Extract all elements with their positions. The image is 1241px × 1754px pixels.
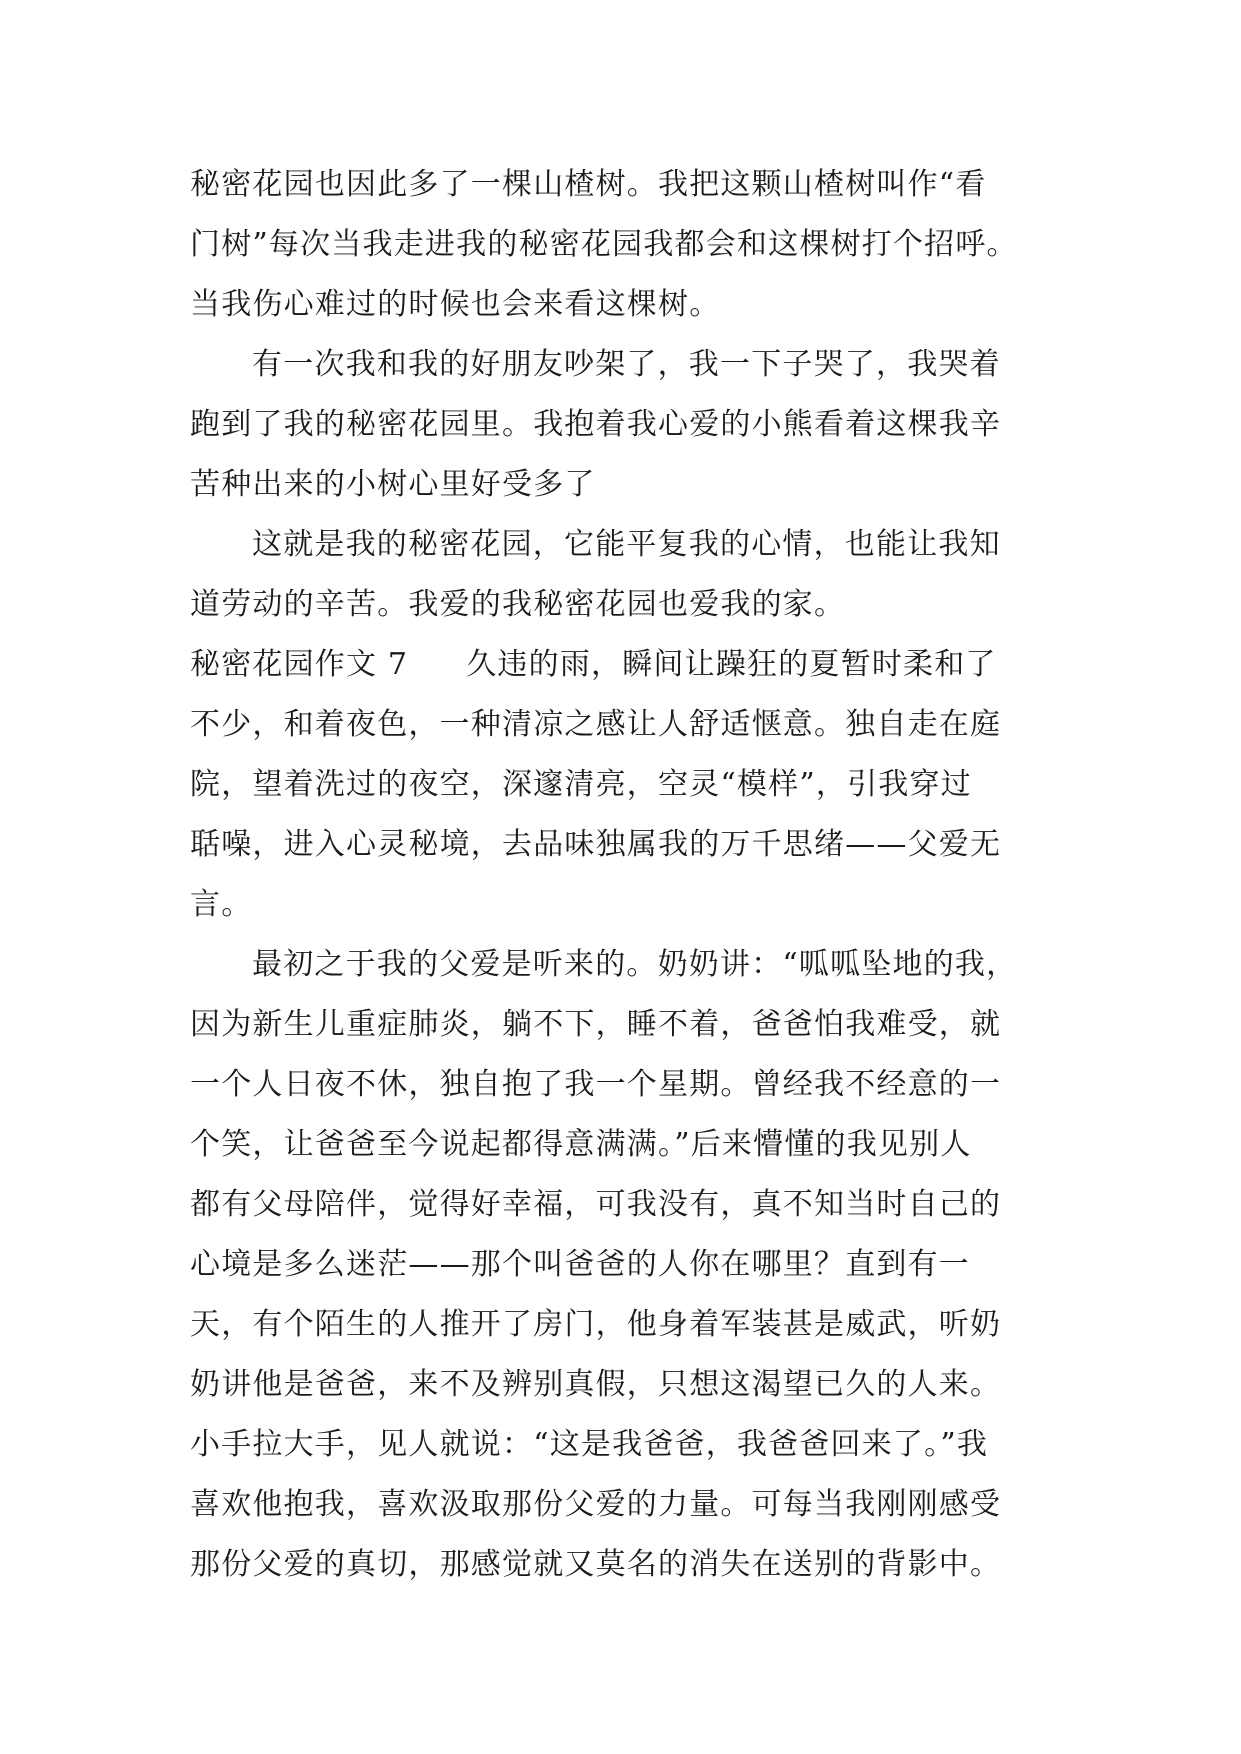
text-line: 门树”每次当我走进我的秘密花园我都会和这棵树打个招呼。 xyxy=(190,227,1018,262)
paragraph-first-line: 这就是我的秘密花园，它能平复我的心情，也能让我知 xyxy=(252,527,1001,562)
text-line: 一个人日夜不休，独自抱了我一个星期。曾经我不经意的一 xyxy=(190,1067,1002,1102)
text-line: 喜欢他抱我，喜欢汲取那份父爱的力量。可每当我刚刚感受 xyxy=(190,1487,1002,1522)
text-line: 个笑，让爸爸至今说起都得意满满。”后来懵懂的我见别人 xyxy=(190,1127,972,1162)
paragraph-first-line: 有一次我和我的好朋友吵架了，我一下子哭了，我哭着 xyxy=(252,347,1001,382)
text-line: 不少，和着夜色，一种清凉之感让人舒适惬意。独自走在庭 xyxy=(190,707,1002,742)
text-line: 奶讲他是爸爸，来不及辨别真假，只想这渴望已久的人来。 xyxy=(190,1367,1002,1402)
text-line: 久违的雨，瞬间让躁狂的夏暂时柔和了 xyxy=(466,647,997,682)
text-line: 院，望着洗过的夜空，深邃清亮，空灵“模样”，引我穿过 xyxy=(190,767,972,802)
section-title: 秘密花园作文 7 xyxy=(190,647,409,682)
text-line: 那份父爱的真切，那感觉就又莫名的消失在送别的背影中。 xyxy=(190,1547,1002,1582)
text-line: 小手拉大手，见人就说：“这是我爸爸，我爸爸回来了。”我 xyxy=(190,1427,989,1462)
text-line: 都有父母陪伴，觉得好幸福，可我没有，真不知当时自己的 xyxy=(190,1187,1002,1222)
section-heading-line xyxy=(190,645,1090,685)
text-line: 道劳动的辛苦。我爱的我秘密花园也爱我的家。 xyxy=(190,587,846,622)
text-line: 苦种出来的小树心里好受多了 xyxy=(190,467,596,502)
text-line: 言。 xyxy=(190,887,253,922)
text-line: 聒噪，进入心灵秘境，去品味独属我的万千思绪——父爱无 xyxy=(190,827,1002,862)
text-line: 天，有个陌生的人推开了房门，他身着军装甚是威武，听奶 xyxy=(190,1307,1002,1342)
paragraph-first-line: 最初之于我的父爱是听来的。奶奶讲：“呱呱坠地的我， xyxy=(252,947,1018,982)
text-line: 因为新生儿重症肺炎，躺不下，睡不着，爸爸怕我难受，就 xyxy=(190,1007,1002,1042)
text-line: 当我伤心难过的时候也会来看这棵树。 xyxy=(190,287,721,322)
text-line: 跑到了我的秘密花园里。我抱着我心爱的小熊看着这棵我辛 xyxy=(190,407,1002,442)
text-line: 秘密花园也因此多了一棵山楂树。我把这颗山楂树叫作“看 xyxy=(190,167,987,202)
text-line: 心境是多么迷茫——那个叫爸爸的人你在哪里？直到有一 xyxy=(190,1247,970,1282)
